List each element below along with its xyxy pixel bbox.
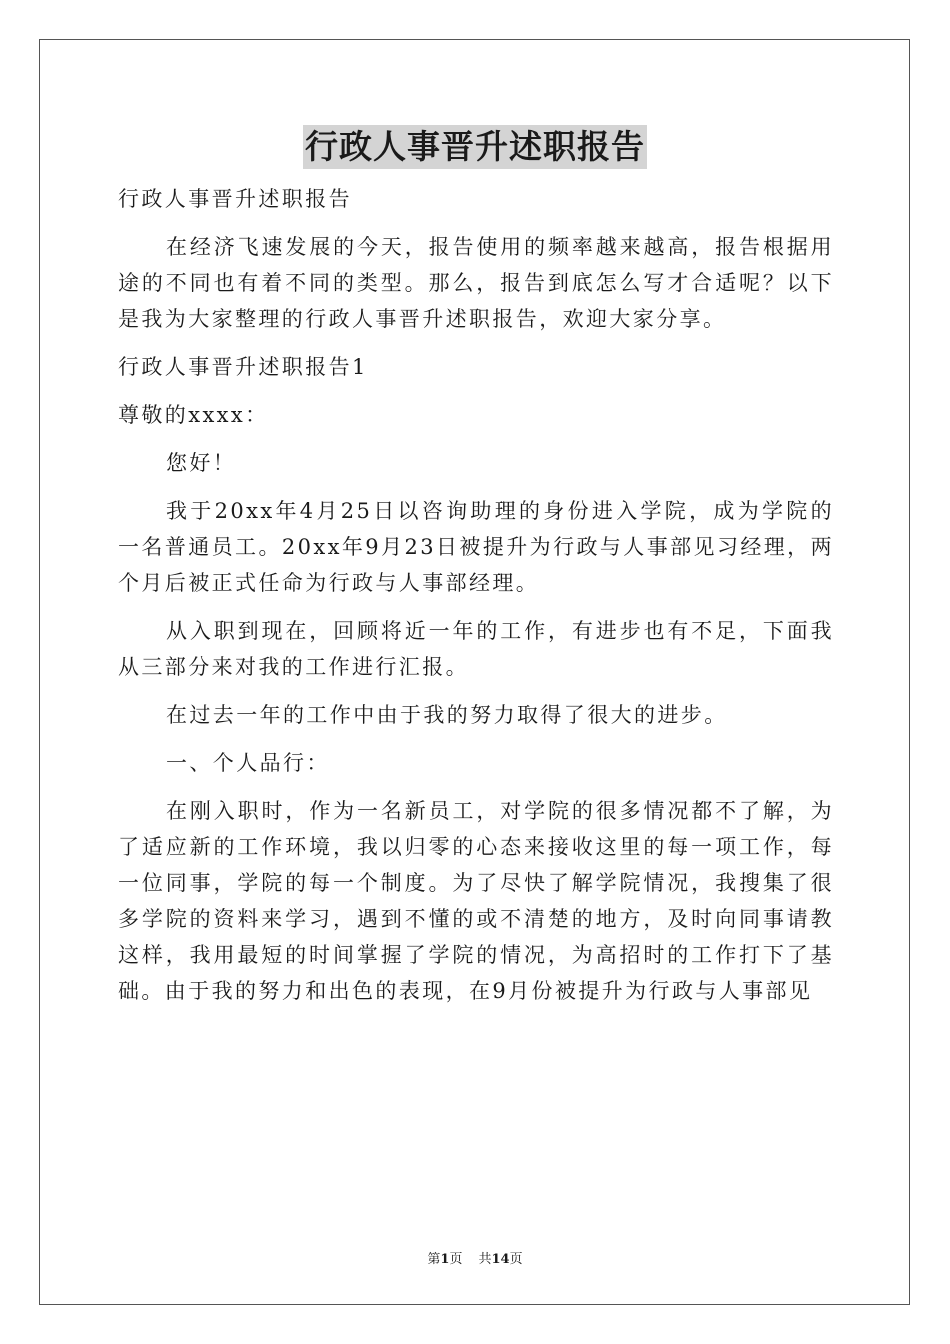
document-body [118, 181, 834, 1009]
paragraph-3: 行政人事晋升述职报告1 [118, 355, 368, 379]
paragraph-7: 从入职到现在，回顾将近一年的工作，有进步也有不足，下面我从三部分来对我的工作进行汇报。 [118, 619, 834, 679]
page-total: 14 [491, 1252, 510, 1267]
paragraph-4: 尊敬的xxxx： [118, 403, 269, 427]
page-footer [0, 1248, 950, 1267]
paragraph-10: 在刚入职时，作为一名新员工，对学院的很多情况都不了解，为了适应新的工作环境，我以归零的心态来接收这里的每一项工作，每一位同事，学院的每一个制度。为了尽快了解学院情况，我搜集了很多学院的资料来学习，遇到不懂的或不清楚的地方，及时向同事请教这样，我用最短的时间掌握了学院的情况，为高招时的工作打下了基础。由于我的努力和出色的表现，在9月份被提升为行政与人事部见 [118, 799, 834, 1003]
paragraph-8: 在过去一年的工作中由于我的努力取得了很大的进步。 [166, 703, 728, 727]
title-area [0, 125, 950, 169]
paragraph-1: 行政人事晋升述职报告 [118, 187, 352, 211]
total-suffix: 页 [509, 1252, 523, 1267]
page-prefix: 第 [427, 1252, 441, 1267]
paragraph-6: 我于20xx年4月25日以咨询助理的身份进入学院，成为学院的一名普通员工。20xx年9月23日被提升为行政与人事部见习经理，两个月后被正式任命为行政与人事部经理。 [118, 499, 834, 595]
paragraph-5: 您好！ [166, 451, 237, 475]
paragraph-9: 一、个人品行： [166, 751, 330, 775]
total-prefix: 共 [478, 1252, 492, 1267]
paragraph-2: 在经济飞速发展的今天，报告使用的频率越来越高，报告根据用途的不同也有着不同的类型。那么，报告到底怎么写才合适呢？以下是我为大家整理的行政人事晋升述职报告，欢迎大家分享。 [118, 235, 834, 331]
page-current: 1 [440, 1252, 450, 1267]
page-suffix: 页 [449, 1252, 463, 1267]
document-title: 行政人事晋升述职报告 [303, 125, 647, 169]
